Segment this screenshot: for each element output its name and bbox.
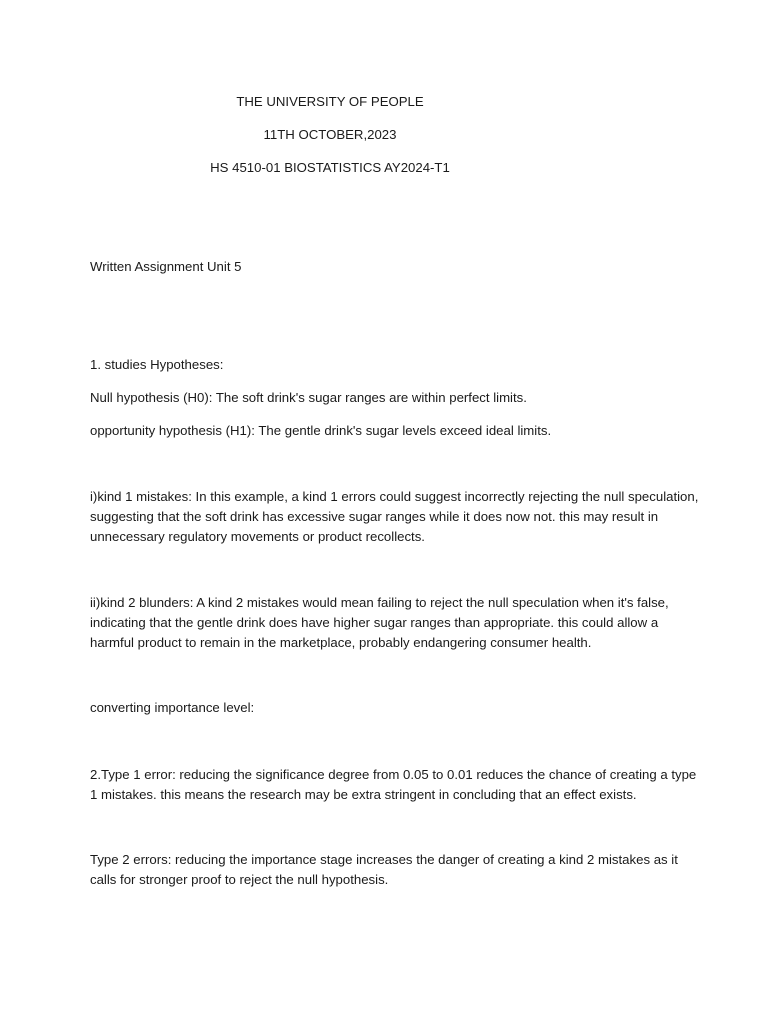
- assignment-title: Written Assignment Unit 5: [90, 259, 242, 274]
- paragraph-line: indicating that the gentle drink does have higher sugar ranges than appropriate. this could allow a: [90, 615, 659, 630]
- paragraph-line: suggesting that the soft drink has excessive sugar ranges while it does now not. this may result in: [90, 509, 659, 524]
- paragraph-line: 2.Type 1 error: reducing the significance degree from 0.05 to 0.01 reduces the chance of creating a type: [90, 767, 697, 782]
- importance-level-heading: converting importance level:: [90, 700, 255, 715]
- alternative-hypothesis: opportunity hypothesis (H1): The gentle drink's sugar levels exceed ideal limits.: [90, 423, 552, 438]
- course-code: HS 4510-01 BIOSTATISTICS AY2024-T1: [210, 160, 450, 175]
- paragraph-line: harmful product to remain in the marketplace, probably endangering consumer health.: [90, 635, 592, 650]
- paragraph-line: i)kind 1 mistakes: In this example, a kind 1 errors could suggest incorrectly rejecting the null speculation,: [90, 489, 699, 504]
- paragraph-line: ii)kind 2 blunders: A kind 2 mistakes would mean failing to reject the null speculation when it's false,: [90, 595, 669, 610]
- document-date: 11TH OCTOBER,2023: [263, 127, 397, 142]
- section-1-heading: 1. studies Hypotheses:: [90, 357, 224, 372]
- null-hypothesis: Null hypothesis (H0): The soft drink's sugar ranges are within perfect limits.: [90, 390, 527, 405]
- paragraph-line: calls for stronger proof to reject the null hypothesis.: [90, 872, 389, 887]
- paragraph-line: 1 mistakes. this means the research may be extra stringent in concluding that an effect exists.: [90, 787, 637, 802]
- paragraph-line: unnecessary regulatory movements or product recollects.: [90, 529, 425, 544]
- paragraph-line: Type 2 errors: reducing the importance stage increases the danger of creating a kind 2 mistakes as it: [90, 852, 678, 867]
- institution-name: THE UNIVERSITY OF PEOPLE: [236, 94, 424, 109]
